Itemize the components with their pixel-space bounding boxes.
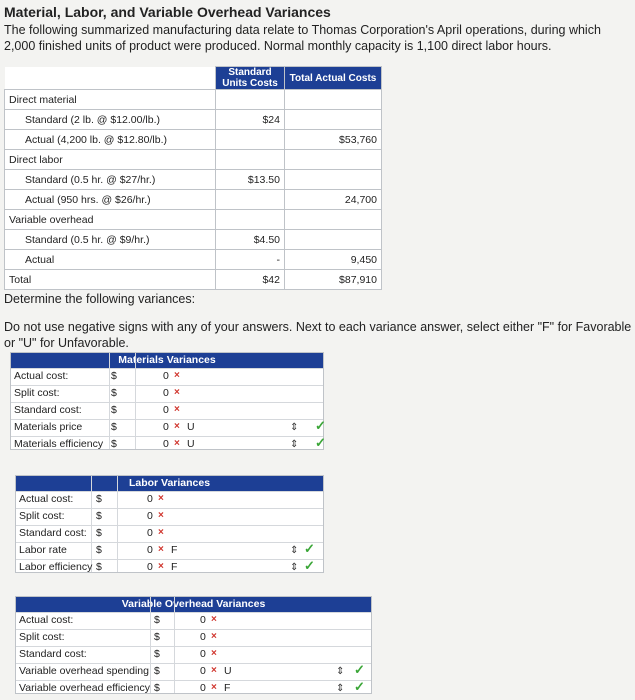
answer-input[interactable]: 0 [163,404,169,416]
row-label: Standard (0.5 hr. @ $27/hr.) [5,170,216,190]
actual-cell: $53,760 [285,130,382,150]
actual-cell: 9,450 [285,250,382,270]
variance-row [11,436,323,453]
wrong-mark-icon: × [158,527,164,538]
row-label: Actual [5,250,216,270]
checkmark-icon: ✓ [304,541,315,556]
answer-input[interactable]: 0 [163,438,169,450]
answer-input[interactable]: 0 [163,421,169,433]
std-cell [216,150,285,170]
fu-select-arrow-icon[interactable]: ⇕ [290,545,299,556]
row-label: Actual (4,200 lb. @ $12.80/lb.) [5,130,216,150]
variance-row [11,402,323,419]
actual-cell [285,90,382,110]
dollar-sign: $ [154,648,160,660]
row-label: Variable overhead spending [19,665,149,677]
labor-variances-table [15,475,324,573]
fu-selection: F [224,682,231,694]
variance-row [16,646,371,663]
fu-selection: U [187,421,195,433]
dollar-sign: $ [111,387,117,399]
fu-select-arrow-icon[interactable]: ⇕ [290,439,299,450]
answer-input[interactable]: 0 [147,561,153,573]
wrong-mark-icon: × [174,387,180,398]
answer-input[interactable]: 0 [163,370,169,382]
wrong-mark-icon: × [158,544,164,555]
fu-selection: F [171,561,178,573]
dollar-sign: $ [111,370,117,382]
row-label: Actual cost: [19,614,74,626]
row-label: Actual cost: [14,370,69,382]
wrong-mark-icon: × [174,370,180,381]
answer-input[interactable]: 0 [200,631,206,643]
dollar-sign: $ [111,438,117,450]
problem-intro: The following summarized manufacturing data relate to Thomas Corporation's April operations, during which 2,000 finished units of product were produced. Normal monthly capacity is 1,100 direct labor hours. [4,23,601,53]
std-cell: $4.50 [216,230,285,250]
dollar-sign: $ [96,527,102,539]
wrong-mark-icon: × [158,510,164,521]
dollar-sign: $ [96,561,102,573]
variance-row [16,542,323,559]
answer-input[interactable]: 0 [147,544,153,556]
row-label: Standard cost: [14,404,82,416]
std-cell [216,190,285,210]
determine-heading: Determine the following variances: [4,292,196,306]
answer-input[interactable]: 0 [200,682,206,694]
instructions: Do not use negative signs with any of your answers. Next to each variance answer, select either "F" for Favorable or "U" for Unfavorable. [4,320,632,350]
actual-cell: 24,700 [285,190,382,210]
std-cell: $24 [216,110,285,130]
dollar-sign: $ [96,510,102,522]
col-standard-header: Standard Units Costs [216,67,285,90]
row-label: Split cost: [19,510,65,522]
cost-data-table [4,66,382,290]
wrong-mark-icon: × [174,438,180,449]
wrong-mark-icon: × [211,631,217,642]
wrong-mark-icon: × [174,404,180,415]
checkmark-icon: ✓ [315,418,326,433]
actual-cell [285,210,382,230]
variance-row [11,419,323,436]
dollar-sign: $ [111,404,117,416]
overhead-variances-table [15,596,372,694]
row-label: Total [5,270,216,290]
dollar-sign: $ [154,631,160,643]
row-label: Standard (2 lb. @ $12.00/lb.) [5,110,216,130]
row-label: Split cost: [19,631,65,643]
fu-select-arrow-icon[interactable]: ⇕ [336,683,345,694]
wrong-mark-icon: × [211,648,217,659]
row-label: Actual (950 hrs. @ $26/hr.) [5,190,216,210]
std-cell [216,130,285,150]
dollar-sign: $ [96,544,102,556]
row-label: Direct labor [5,150,216,170]
dollar-sign: $ [96,493,102,505]
row-label: Labor rate [19,544,67,556]
answer-input[interactable]: 0 [147,510,153,522]
dollar-sign: $ [111,421,117,433]
dollar-sign: $ [154,614,160,626]
answer-input[interactable]: 0 [200,665,206,677]
variance-row [16,612,371,629]
wrong-mark-icon: × [211,614,217,625]
page-title: Material, Labor, and Variable Overhead Variances [4,4,331,20]
checkmark-icon: ✓ [315,435,326,450]
checkmark-icon: ✓ [304,558,315,573]
row-label: Standard cost: [19,648,87,660]
row-label: Direct material [5,90,216,110]
row-label: Actual cost: [19,493,74,505]
wrong-mark-icon: × [158,561,164,572]
variance-row [16,559,323,576]
actual-cell: $87,910 [285,270,382,290]
variance-row [16,491,323,508]
variance-row [16,508,323,525]
actual-cell [285,150,382,170]
row-label: Labor efficiency [19,561,93,573]
dollar-sign: $ [154,665,160,677]
answer-input[interactable]: 0 [163,387,169,399]
col-actual-header: Total Actual Costs [285,67,382,90]
row-label: Variable overhead [5,210,216,230]
fu-select-arrow-icon[interactable]: ⇕ [290,422,299,433]
fu-selection: U [187,438,195,450]
fu-selection: F [171,544,178,556]
checkmark-icon: ✓ [354,662,365,677]
variance-row [11,385,323,402]
answer-input[interactable]: 0 [200,614,206,626]
answer-input[interactable]: 0 [147,493,153,505]
std-cell: $13.50 [216,170,285,190]
variance-row [16,525,323,542]
actual-cell [285,230,382,250]
answer-input[interactable]: 0 [200,648,206,660]
materials-variances-title: Materials Variances [11,353,323,368]
fu-select-arrow-icon[interactable]: ⇕ [290,562,299,573]
dollar-sign: $ [154,682,160,694]
std-cell: $42 [216,270,285,290]
overhead-variances-title: Variable Overhead Variances [16,597,371,612]
materials-variances-table [10,352,324,450]
row-label: Materials price [14,421,83,433]
variance-row [11,368,323,385]
std-cell [216,210,285,230]
variance-row [16,663,371,680]
checkmark-icon: ✓ [354,679,365,694]
row-label: Variable overhead efficiency [19,682,150,694]
row-label: Split cost: [14,387,60,399]
fu-select-arrow-icon[interactable]: ⇕ [336,666,345,677]
variance-row [16,680,371,697]
fu-selection: U [224,665,232,677]
wrong-mark-icon: × [174,421,180,432]
row-label: Standard (0.5 hr. @ $9/hr.) [5,230,216,250]
actual-cell [285,110,382,130]
wrong-mark-icon: × [158,493,164,504]
variance-row [16,629,371,646]
answer-input[interactable]: 0 [147,527,153,539]
std-cell [216,90,285,110]
wrong-mark-icon: × [211,665,217,676]
row-label: Standard cost: [19,527,87,539]
blank-header-cell [5,67,216,90]
actual-cell [285,170,382,190]
row-label: Materials efficiency [14,438,104,450]
labor-variances-title: Labor Variances [16,476,323,491]
std-cell: - [216,250,285,270]
wrong-mark-icon: × [211,682,217,693]
